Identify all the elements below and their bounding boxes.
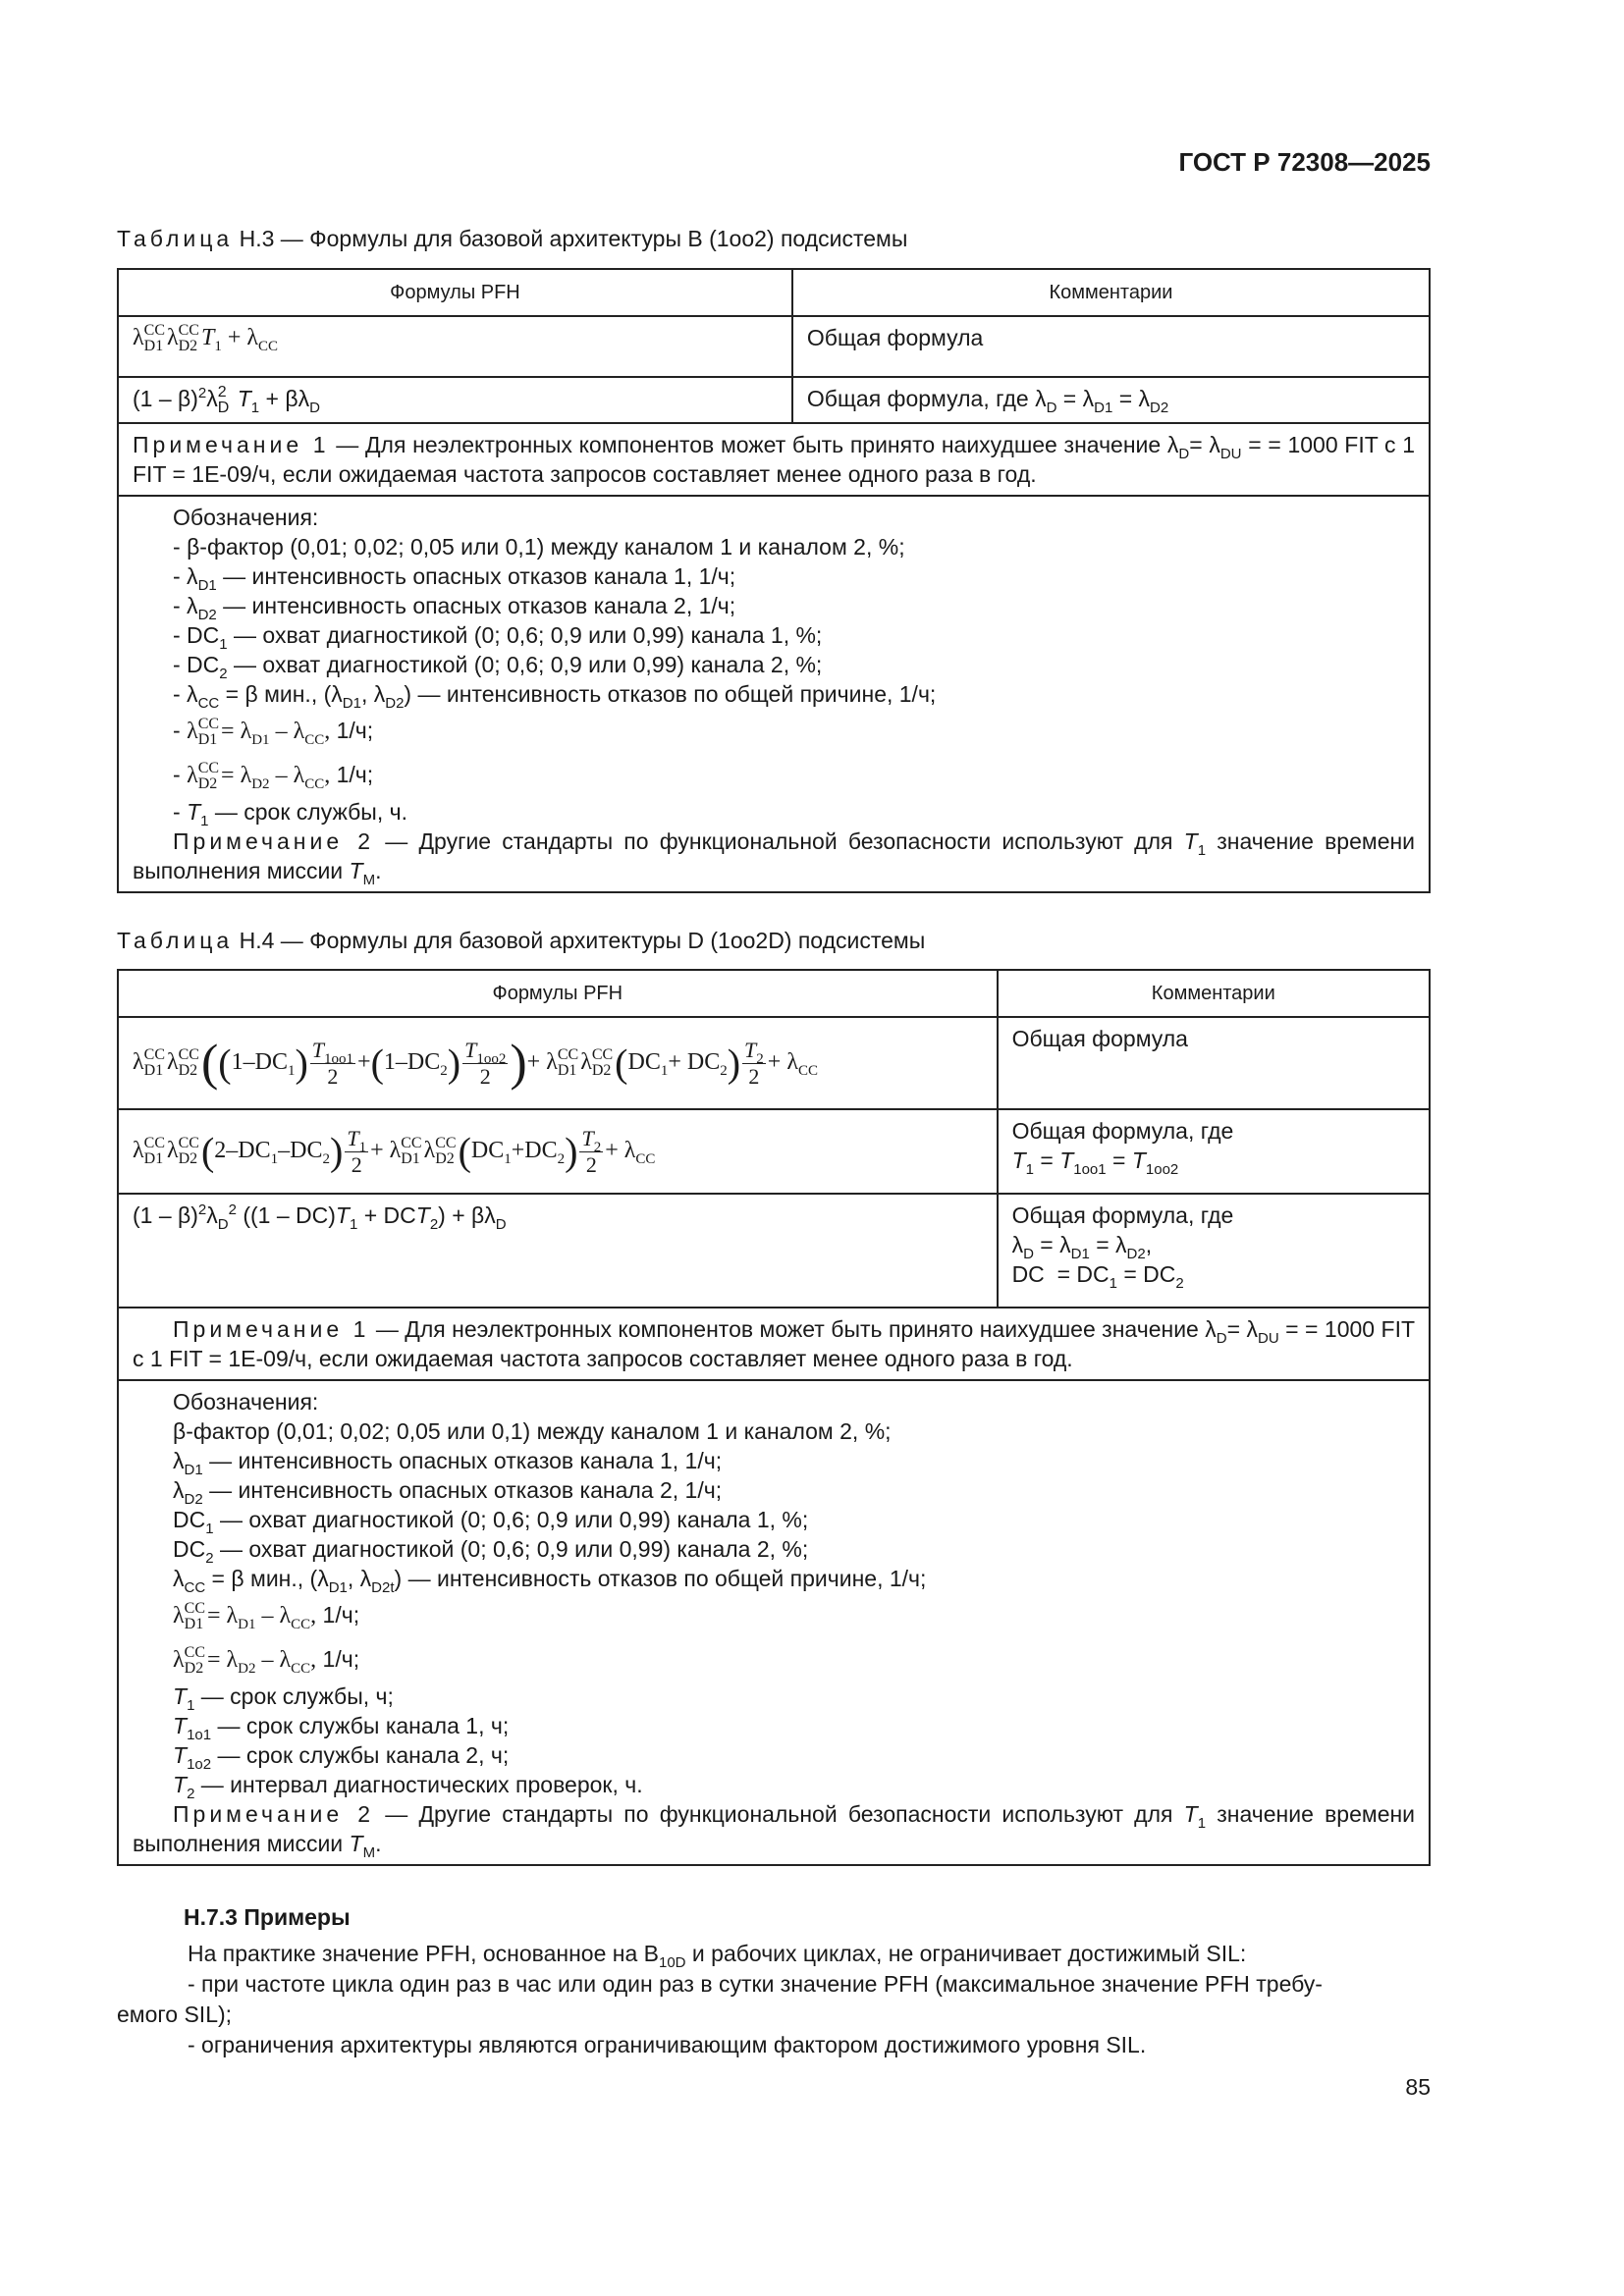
legend-item: - $DC_1$ — охват диагностикой (0; 0,6; 0,9 или 0,99) канала 1, %; bbox=[173, 621, 823, 653]
table-h4-comment-3: Общая формула, где $\lambda_D = \lambda_{D1} = \lambda_{D2}$, DC = $DC_1 = DC_2$ bbox=[998, 1194, 1430, 1308]
table-h4-formula-1: λ CC D1 λ CC D2 ($(1-DC_1)$ $\frac{T_{1oo1}}{2}$ $+(1-DC_2)$ $\frac{T_{1oo2}}{2}$ )+ λ CC D1 λ CC D2 $(DC_1+ DC_2)$ $\frac{T_2}{2}$ + $\lambda_{CC}$ bbox=[118, 1017, 998, 1109]
legend-item: - $DC_2$ — охват диагностикой (0; 0,6; 0,9 или 0,99) канала 2, %; bbox=[173, 651, 823, 682]
paragraph: емого SIL); bbox=[117, 2002, 233, 2027]
table-h4-formula-2: λ CC D1 λ CC D2 $(2-DC_1-DC_2)$ $\frac{T_1}{2}$ + λ CC D1 λ CC D2 $(DC_1+DC_2)$ $\frac{T_2}{2}$ + $\lambda_{CC}$ bbox=[118, 1109, 998, 1194]
table-h4-note-2: Примечание 2 — Другие стандарты по функциональной безопасности используют для $T_1$ значение времени выполнения миссии $T_M$. bbox=[133, 1801, 1416, 1861]
paragraph: - ограничения архитектуры являются ограничивающим фактором достижимого уровня SIL. bbox=[188, 2032, 1147, 2057]
legend-item: - β-фактор (0,01; 0,02; 0,05 или 0,1) между каналом 1 и каналом 2, %; bbox=[173, 533, 905, 560]
page-number: 85 bbox=[1405, 2074, 1431, 2100]
paragraph: - при частоте цикла один раз в час или один раз в сутки значение PFH (максимальное значение PFH требу- bbox=[188, 1971, 1323, 1997]
table-h4-legend bbox=[118, 1380, 1430, 1865]
table-h3-comment-2: Общая формула, где $\lambda_D = \lambda_{D1} = \lambda_{D2}$ bbox=[792, 377, 1430, 423]
table-h4-header-formulas: Формулы PFH bbox=[118, 970, 998, 1017]
table-h4-header-comments: Комментарии bbox=[998, 970, 1430, 1017]
table-h3-comment-1: Общая формула bbox=[792, 316, 1430, 377]
legend-item: - $\lambda_{CC} = \beta$ мин., ($\lambda_{D1}$, $\lambda_{D2}$) — интенсивность отказов по общей причине, 1/ч; bbox=[173, 680, 937, 712]
legend-item: λ CC D1 = $\lambda_{D1} - \lambda_{CC}$, 1/ч; bbox=[173, 1600, 360, 1633]
table-h3-header-formulas: Формулы PFH bbox=[118, 269, 792, 316]
caption-word: Таблица bbox=[117, 226, 234, 251]
legend-item: - $T_1$ — срок службы, ч. bbox=[173, 798, 407, 829]
table-h3-note-2: Примечание 2 — Другие стандарты по функциональной безопасности используют для $T_1$ значение времени выполнения миссии $T_M$. bbox=[133, 828, 1416, 888]
table-h4-caption bbox=[117, 928, 925, 954]
table-h3-formula-1: λ CC D1 λ CC D2 $T_1 + \lambda_{CC}$ bbox=[118, 316, 792, 377]
table-h4-formula-3: $(1 - \beta)^2\lambda_D^2$ $((1 - DC)T_1 + DCT_2) + \beta\lambda_D$ bbox=[118, 1194, 998, 1308]
table-h3-legend bbox=[118, 496, 1430, 892]
legend-item: $DC_2$ — охват диагностикой (0; 0,6; 0,9 или 0,99) канала 2, %; bbox=[173, 1536, 809, 1567]
section-title: H.7.3 Примеры bbox=[184, 1904, 351, 1930]
legend-item: - λ CC D2 = $\lambda_{D2} - \lambda_{CC}$, 1/ч; bbox=[173, 760, 374, 793]
legend-item: - $\lambda_{D2}$ — интенсивность опасных отказов канала 2, 1/ч; bbox=[173, 592, 736, 623]
caption-text: H.4 — Формулы для базовой архитектуры D (1oo2D) подсистемы bbox=[239, 928, 926, 953]
table-h4-comment-1: Общая формула bbox=[998, 1017, 1430, 1109]
caption-word: Таблица bbox=[117, 928, 234, 953]
legend-item: $T_2$ — интервал диагностических проверок, ч. bbox=[173, 1772, 643, 1802]
table-h4-note-1: Примечание 1 — Для неэлектронных компонентов может быть принято наихудшее значение $\lambda_D= \lambda_{DU}$ = = 1000 FIT с 1 FIT = 1E-09/ч, если ожидаемая частота запросов составляет менее одного раза в год. bbox=[118, 1308, 1430, 1380]
legend-item: $\lambda_{D2}$ — интенсивность опасных отказов канала 2, 1/ч; bbox=[173, 1477, 723, 1508]
table-h3-formula-2: (1 – β)$^2$λ 2 D $T_1 + \beta\lambda_D$ bbox=[118, 377, 792, 423]
legend-item: $\lambda_{CC} = \beta$ мин., ($\lambda_{D1}$, $\lambda_{D2t}$) — интенсивность отказов по общей причине, 1/ч; bbox=[173, 1566, 927, 1596]
legend-item: - $\lambda_{D1}$ — интенсивность опасных отказов канала 1, 1/ч; bbox=[173, 562, 736, 594]
legend-item: $\lambda_{D1}$ — интенсивность опасных отказов канала 1, 1/ч; bbox=[173, 1448, 723, 1478]
legend-item: $T_1$ — срок службы, ч; bbox=[173, 1683, 394, 1714]
section-body bbox=[117, 1939, 1431, 2060]
table-h4 bbox=[117, 969, 1431, 1866]
document-id-header: ГОСТ Р 72308—2025 bbox=[1178, 147, 1431, 177]
legend-item: $T_{1o2}$ — срок службы канала 2, ч; bbox=[173, 1742, 510, 1773]
legend-title: Обозначения: bbox=[173, 1389, 319, 1415]
table-h3-caption bbox=[117, 226, 907, 252]
paragraph: На практике значение PFH, основанное на $B_{10D}$ и рабочих циклах, не ограничивает достижимый SIL: bbox=[188, 1941, 1247, 1971]
legend-item: $DC_1$ — охват диагностикой (0; 0,6; 0,9 или 0,99) канала 1, %; bbox=[173, 1507, 809, 1537]
legend-item: β-фактор (0,01; 0,02; 0,05 или 0,1) между каналом 1 и каналом 2, %; bbox=[173, 1418, 892, 1444]
table-h3-header-comments: Комментарии bbox=[792, 269, 1430, 316]
caption-text: H.3 — Формулы для базовой архитектуры B (1oo2) подсистемы bbox=[239, 226, 908, 251]
table-h3-note-1: Примечание 1 — Для неэлектронных компонентов может быть принято наихудшее значение $\lambda_D= \lambda_{DU}$ = = 1000 FIT с 1 FIT = 1E-09/ч, если ожидаемая частота запросов составляет менее одного раза в год. bbox=[118, 423, 1430, 496]
legend-item: λ CC D2 = $\lambda_{D2} - \lambda_{CC}$, 1/ч; bbox=[173, 1644, 360, 1678]
legend-item: - λ CC D1 = $\lambda_{D1} - \lambda_{CC}$, 1/ч; bbox=[173, 716, 374, 749]
legend-item: $T_{1o1}$ — срок службы канала 1, ч; bbox=[173, 1713, 510, 1743]
legend-title: Обозначения: bbox=[173, 504, 319, 530]
table-h3 bbox=[117, 268, 1431, 893]
table-h4-comment-2: Общая формула, где $T_1 = T_{1oo1} = T_{1oo2}$ bbox=[998, 1109, 1430, 1194]
